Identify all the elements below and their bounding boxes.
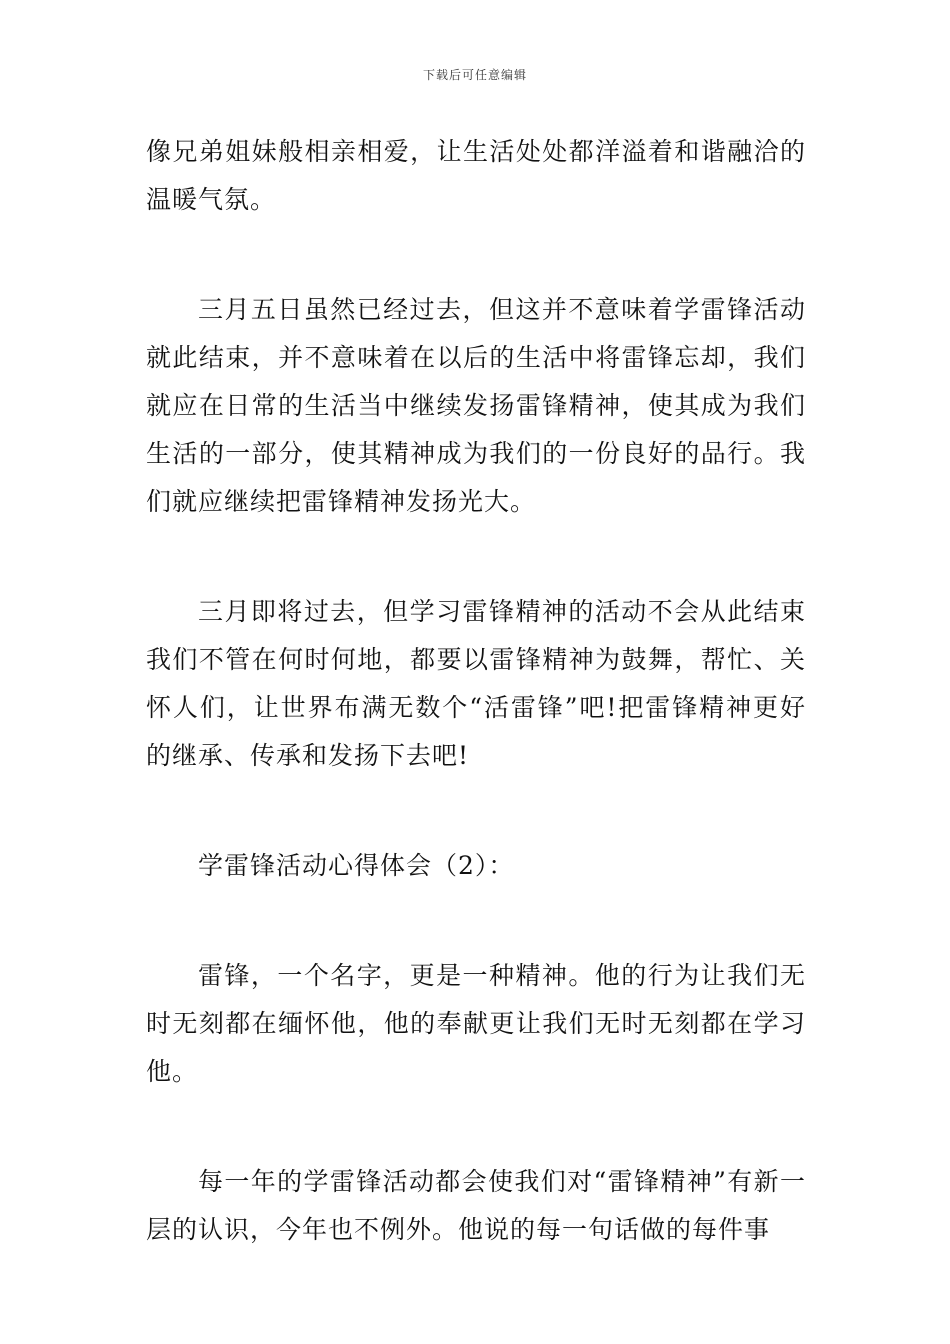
document-body	[146, 128, 806, 1254]
paragraph-1: 像兄弟姐妹般相亲相爱，让生活处处都洋溢着和谐融洽的温暖气氛。	[146, 137, 806, 214]
paragraph-4: 雷锋，一个名字，更是一种精神。他的行为让我们无时无刻都在缅怀他，他的奉献更让我们无时无刻都在学习他。	[146, 961, 806, 1086]
paragraph-3: 三月即将过去，但学习雷锋精神的活动不会从此结束我们不管在何时何地，都要以雷锋精神为鼓舞，帮忙、关怀人们，让世界布满无数个“活雷锋”吧!把雷锋精神更好的继承、传承和发扬下去吧!	[146, 597, 806, 770]
section-heading: 学雷锋活动心得体会（2）：	[198, 851, 515, 880]
paragraph-5: 每一年的学雷锋活动都会使我们对“雷锋精神”有新一层的认识，今年也不例外。他说的每一句话做的每件事	[146, 1167, 806, 1244]
header-note: 下载后可任意编辑	[422, 68, 527, 82]
paragraph-2: 三月五日虽然已经过去，但这并不意味着学雷锋活动就此结束，并不意味着在以后的生活中将雷锋忘却，我们就应在日常的生活当中继续发扬雷锋精神，使其成为我们生活的一部分，使其精神成为我们的一份良好的品行。我们就应继续把雷锋精神发扬光大。	[146, 295, 806, 516]
